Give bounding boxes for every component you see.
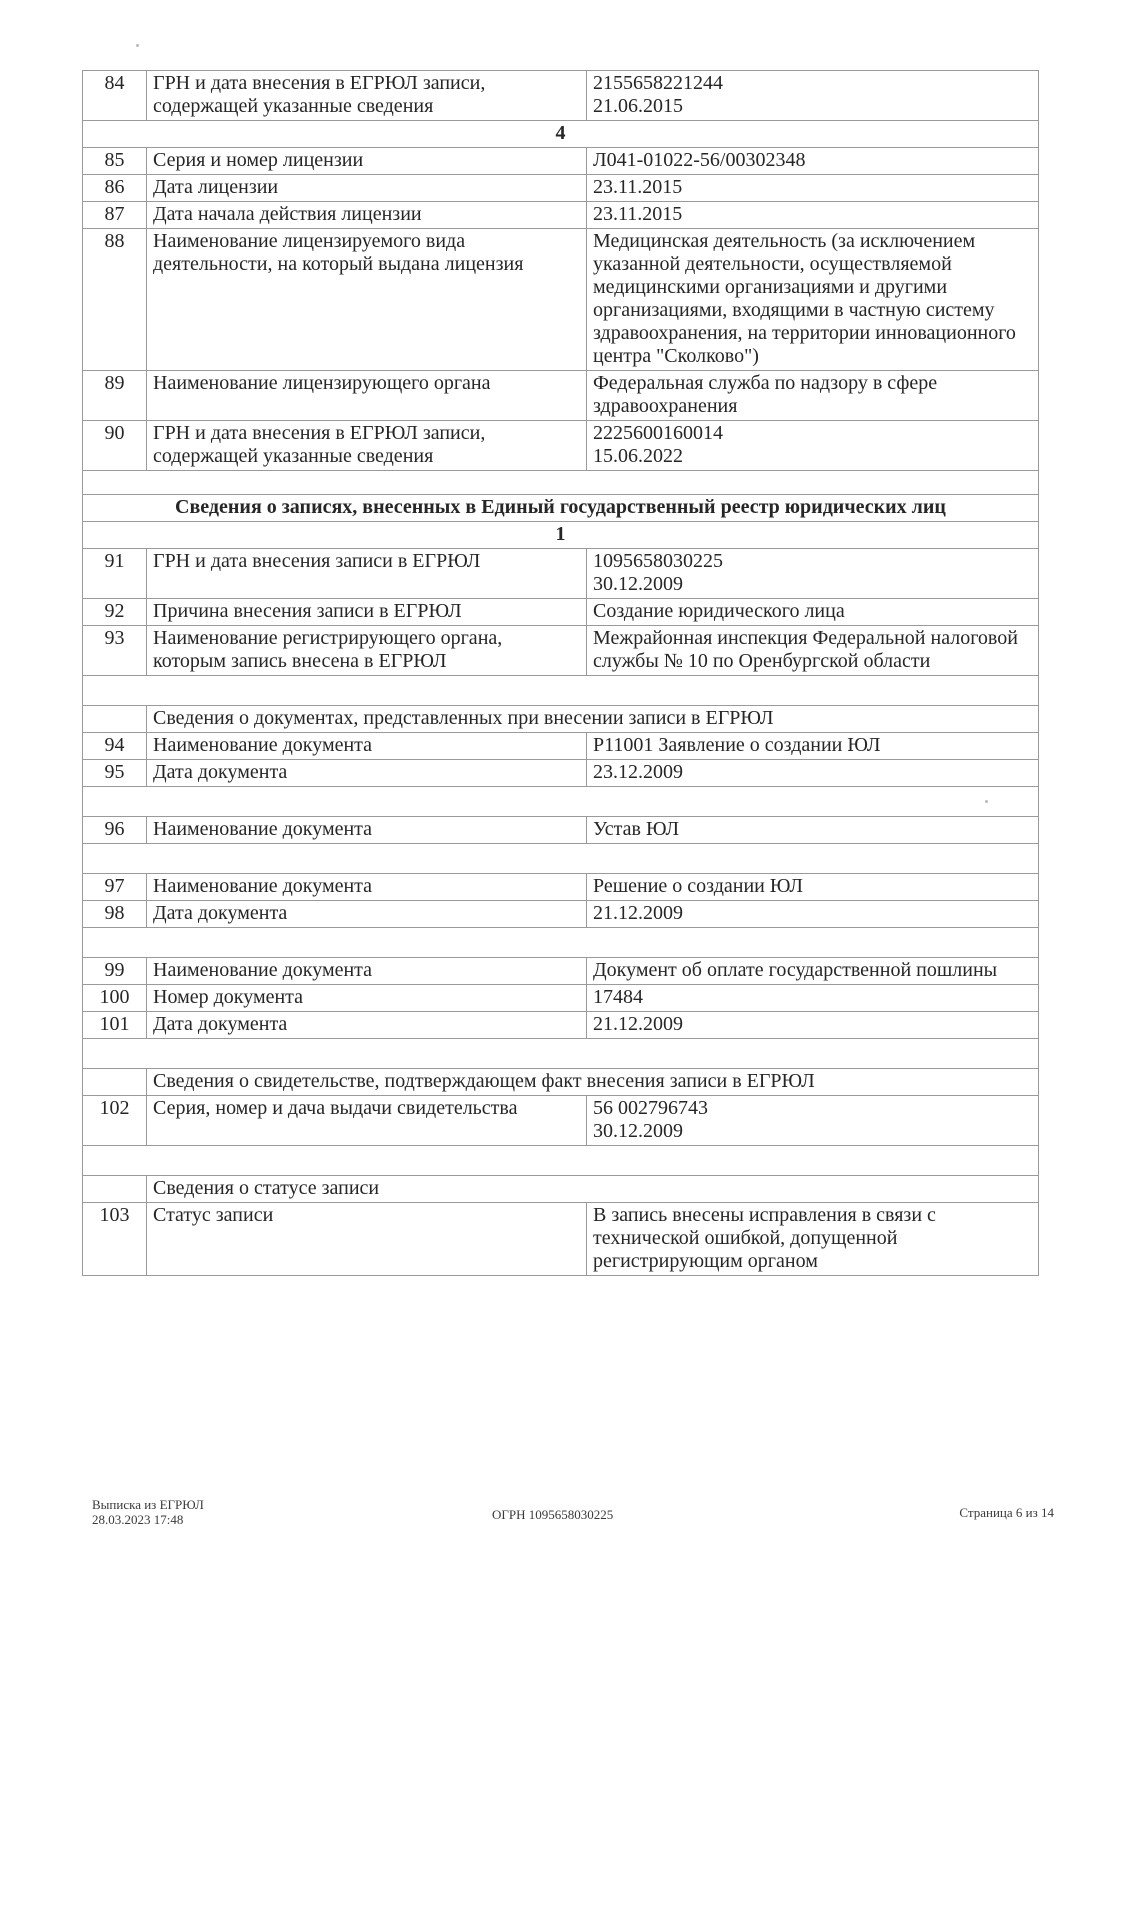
records-section-title: Сведения о записях, внесенных в Единый государственный реестр юридических лиц: [83, 495, 1039, 522]
spacer-row: [83, 928, 1039, 958]
table-row: [83, 1096, 1039, 1146]
spacer-row: [83, 1146, 1039, 1176]
row-label: Наименование лицензирующего органа: [147, 371, 587, 421]
row-value: Документ об оплате государственной пошлины: [587, 958, 1039, 985]
row-number: 96: [83, 817, 147, 844]
row-number: 91: [83, 549, 147, 599]
footer-page-number: Страница 6 из 14: [959, 1505, 1054, 1520]
row-number: 88: [83, 229, 147, 371]
table-row: [83, 985, 1039, 1012]
row-value: 56 002796743 30.12.2009: [587, 1096, 1039, 1146]
row-label: Дата документа: [147, 901, 587, 928]
status-heading: Сведения о статусе записи: [147, 1176, 1039, 1203]
row-number: 103: [83, 1203, 147, 1276]
row-value: В запись внесены исправления в связи с технической ошибкой, допущенной регистрирующим органом: [587, 1203, 1039, 1276]
row-label: Наименование регистрирующего органа, которым запись внесена в ЕГРЮЛ: [147, 626, 587, 676]
row-label: Наименование документа: [147, 958, 587, 985]
row-value: Федеральная служба по надзору в сфере здравоохранения: [587, 371, 1039, 421]
row-number: 99: [83, 958, 147, 985]
row-label: Наименование документа: [147, 733, 587, 760]
row-label: Номер документа: [147, 985, 587, 1012]
empty-cell: [83, 1176, 147, 1203]
row-value: 2155658221244 21.06.2015: [587, 71, 1039, 121]
row-number: 87: [83, 202, 147, 229]
table-row: [83, 901, 1039, 928]
row-value: 17484: [587, 985, 1039, 1012]
spacer-cell: [83, 676, 1039, 706]
row-value: Решение о создании ЮЛ: [587, 874, 1039, 901]
table-row: [83, 175, 1039, 202]
row-number: 86: [83, 175, 147, 202]
row-value: 23.11.2015: [587, 175, 1039, 202]
row-number: 84: [83, 71, 147, 121]
status-heading-row: [83, 1176, 1039, 1203]
spacer-cell: [83, 928, 1039, 958]
spacer-cell: [83, 787, 1039, 817]
row-label: ГРН и дата внесения в ЕГРЮЛ записи, содержащей указанные сведения: [147, 421, 587, 471]
row-value: 23.12.2009: [587, 760, 1039, 787]
spacer-cell: [83, 1039, 1039, 1069]
row-value: 21.12.2009: [587, 901, 1039, 928]
table-row: [83, 733, 1039, 760]
license-block-number: 4: [83, 121, 1039, 148]
row-number: 94: [83, 733, 147, 760]
row-value: 23.11.2015: [587, 202, 1039, 229]
row-number: 85: [83, 148, 147, 175]
table-row: [83, 1203, 1039, 1276]
row-label: Серия, номер и дача выдачи свидетельства: [147, 1096, 587, 1146]
table-row: [83, 371, 1039, 421]
spacer-cell: [83, 1146, 1039, 1176]
table-row: [83, 549, 1039, 599]
row-label: Наименование документа: [147, 817, 587, 844]
table-row: [83, 626, 1039, 676]
row-number: 95: [83, 760, 147, 787]
table-row: [83, 148, 1039, 175]
row-label: Дата начала действия лицензии: [147, 202, 587, 229]
row-label: ГРН и дата внесения записи в ЕГРЮЛ: [147, 549, 587, 599]
empty-cell: [83, 1069, 147, 1096]
spacer-row: [83, 471, 1039, 495]
row-value: Л041-01022-56/00302348: [587, 148, 1039, 175]
spacer-row: [83, 787, 1039, 817]
row-label: Дата документа: [147, 760, 587, 787]
row-number: 93: [83, 626, 147, 676]
footer-ogrn: ОГРН 1095658030225: [492, 1507, 614, 1522]
row-number: 101: [83, 1012, 147, 1039]
certificate-heading: Сведения о свидетельстве, подтверждающем факт внесения записи в ЕГРЮЛ: [147, 1069, 1039, 1096]
footer-doc-datetime: 28.03.2023 17:48: [92, 1512, 184, 1527]
row-number: 98: [83, 901, 147, 928]
row-label: Дата документа: [147, 1012, 587, 1039]
table-row: [83, 202, 1039, 229]
row-value: Устав ЮЛ: [587, 817, 1039, 844]
record-block-number: 1: [83, 522, 1039, 549]
row-label: Причина внесения записи в ЕГРЮЛ: [147, 599, 587, 626]
spacer-cell: [83, 471, 1039, 495]
table-row: [83, 958, 1039, 985]
footer-left: [92, 1497, 204, 1527]
table-row: [83, 760, 1039, 787]
row-label: Наименование документа: [147, 874, 587, 901]
table-row: [83, 599, 1039, 626]
record-block-number-row: [83, 522, 1039, 549]
row-number: 102: [83, 1096, 147, 1146]
row-value: 1095658030225 30.12.2009: [587, 549, 1039, 599]
spacer-cell: [83, 844, 1039, 874]
row-label: Дата лицензии: [147, 175, 587, 202]
documents-heading-row: [83, 706, 1039, 733]
row-value: Медицинская деятельность (за исключением указанной деятельности, осуществляемой медицинскими организациями и другими организациями, входящими в частную систему здравоохранения, на территории инновационного центра "Сколково"): [587, 229, 1039, 371]
scan-speck: [985, 800, 988, 803]
row-value: 2225600160014 15.06.2022: [587, 421, 1039, 471]
table-row: [83, 817, 1039, 844]
row-number: 90: [83, 421, 147, 471]
license-block-number-row: [83, 121, 1039, 148]
row-number: 92: [83, 599, 147, 626]
row-label: Наименование лицензируемого вида деятельности, на который выдана лицензия: [147, 229, 587, 371]
row-value: Р11001 Заявление о создании ЮЛ: [587, 733, 1039, 760]
empty-cell: [83, 706, 147, 733]
table-row: [83, 1012, 1039, 1039]
documents-heading: Сведения о документах, представленных при внесении записи в ЕГРЮЛ: [147, 706, 1039, 733]
row-number: 97: [83, 874, 147, 901]
spacer-row: [83, 1039, 1039, 1069]
spacer-row: [83, 676, 1039, 706]
footer-doc-title: Выписка из ЕГРЮЛ: [92, 1497, 204, 1512]
records-section-title-row: [83, 495, 1039, 522]
row-value: 21.12.2009: [587, 1012, 1039, 1039]
row-number: 89: [83, 371, 147, 421]
row-label: Серия и номер лицензии: [147, 148, 587, 175]
row-value: Создание юридического лица: [587, 599, 1039, 626]
egrul-table: [82, 70, 1039, 1276]
table-row: [83, 71, 1039, 121]
table-row: [83, 421, 1039, 471]
row-label: ГРН и дата внесения в ЕГРЮЛ записи, содержащей указанные сведения: [147, 71, 587, 121]
spacer-row: [83, 844, 1039, 874]
certificate-heading-row: [83, 1069, 1039, 1096]
scan-speck: [136, 44, 139, 47]
row-number: 100: [83, 985, 147, 1012]
table-row: [83, 874, 1039, 901]
row-label: Статус записи: [147, 1203, 587, 1276]
table-row: [83, 229, 1039, 371]
row-value: Межрайонная инспекция Федеральной налоговой службы № 10 по Оренбургской области: [587, 626, 1039, 676]
